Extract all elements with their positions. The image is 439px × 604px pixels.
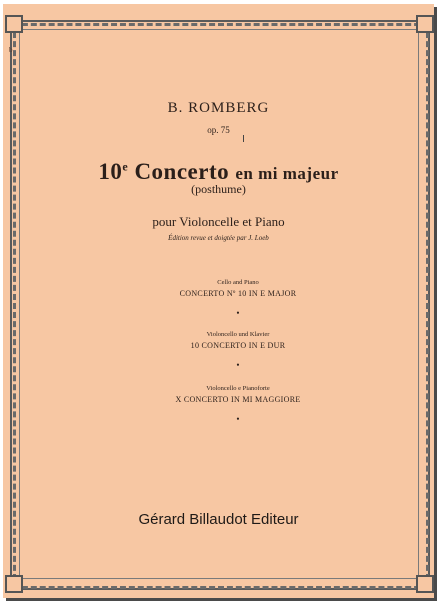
page-mark: b: [9, 46, 13, 54]
edition-note: Édition revue et doigtée par J. Loeb: [168, 234, 269, 242]
translation-line-it: X CONCERTO IN MI MAGGIORE: [175, 395, 301, 404]
sheet-music-cover: [3, 4, 434, 598]
corner-ornament-bottom-left: [5, 575, 23, 593]
translation-label-en: Cello and Piano: [217, 279, 259, 286]
bullet-en: •: [236, 308, 240, 318]
ink-mark: [243, 135, 244, 142]
title-number: 10: [98, 159, 123, 184]
instrumentation: pour Violoncelle et Piano: [152, 214, 285, 229]
title-key: en mi majeur: [235, 164, 339, 183]
subtitle: (posthume): [191, 182, 246, 196]
publisher-name: Gérard Billaudot Editeur: [138, 511, 299, 528]
composer-name: B. ROMBERG: [167, 100, 270, 116]
corner-ornament-top-left: [5, 15, 23, 33]
title-word: Concerto: [134, 159, 230, 184]
translation-line-de: 10 CONCERTO IN E DUR: [190, 341, 286, 350]
translation-label-de: Violoncello und Klavier: [206, 331, 270, 338]
translation-line-en: CONCERTO Nº 10 IN E MAJOR: [179, 289, 297, 298]
corner-ornament-top-right: [416, 15, 434, 33]
translation-label-it: Violoncello e Pianoforte: [206, 385, 270, 392]
corner-ornament-bottom-right: [416, 575, 434, 593]
bullet-it: •: [236, 414, 240, 424]
opus-number: op. 75: [207, 125, 230, 135]
title-superscript: e: [122, 159, 129, 174]
bullet-de: •: [236, 360, 240, 370]
